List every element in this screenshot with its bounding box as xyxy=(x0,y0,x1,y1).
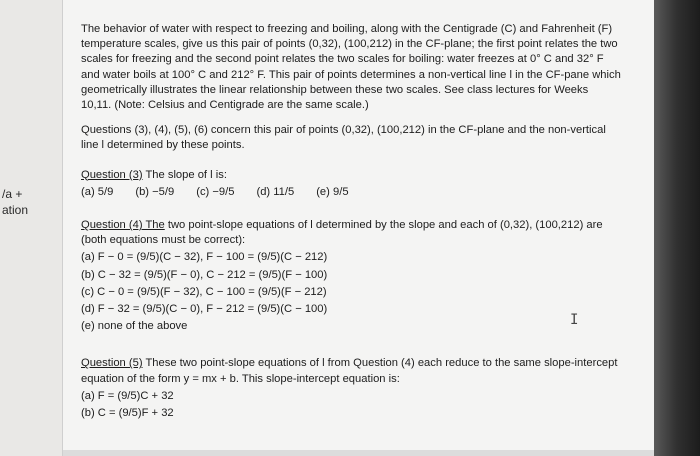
question-4-label: Question (4) The xyxy=(81,219,165,232)
left-fragment-2: ation xyxy=(2,203,29,217)
question-5-prompt xyxy=(81,356,621,386)
document-page xyxy=(63,0,654,456)
q5-option-a[interactable]: (a) F = (9/5)C + 32 xyxy=(81,389,174,402)
question-5-label: Question (5) xyxy=(81,357,143,370)
question-4-text: two point-slope equations of l determined by the slope and each of (0,32), (100,212) are (both equations must be correct): xyxy=(81,219,603,247)
left-fragment-1: /a + xyxy=(2,187,23,201)
q3-option-a[interactable]: (a) 5/9 xyxy=(81,185,114,198)
question-4 xyxy=(81,218,621,334)
intro-paragraph: The behavior of water with respect to freezing and boiling, along with the Centigrade (C) and Fahrenheit (F) temperature scales, give us this pair of points (0,32), (100,212) in the CF-plane; the first point relates the two scales for freezing and the second point relates the two scales for boiling: water freezes at 0° C and 32° F and water boils at 100° C and 212° F. This pair of points determines a non-vertical line l in the CF-pane which geometrically illustrates the linear relationship between these two scales. See class lectures for Weeks 10,11. (Note: Celsius and Centigrade are the same scale.) xyxy=(81,23,621,112)
question-3-options xyxy=(81,185,621,200)
question-3-label: Question (3) xyxy=(81,168,143,181)
right-dark-strip xyxy=(654,0,700,456)
q3-option-c[interactable]: (c) −9/5 xyxy=(196,185,235,198)
left-page-strip xyxy=(0,0,63,456)
q5-option-b[interactable]: (b) C = (9/5)F + 32 xyxy=(81,407,174,420)
text-cursor-icon: I xyxy=(570,312,579,328)
q4-option-a[interactable]: (a) F − 0 = (9/5)(C − 32), F − 100 = (9/5)(C − 212) xyxy=(81,251,328,264)
question-3 xyxy=(81,168,621,200)
q3-option-e[interactable]: (e) 9/5 xyxy=(316,185,349,198)
q4-option-c[interactable]: (c) C − 0 = (9/5)(F − 32), C − 100 = (9/5)(F − 212) xyxy=(81,285,327,298)
q3-option-b[interactable]: (b) −5/9 xyxy=(135,185,175,198)
q4-option-d[interactable]: (d) F − 32 = (9/5)(C − 0), F − 212 = (9/5)(C − 100) xyxy=(81,303,328,316)
q4-option-b[interactable]: (b) C − 32 = (9/5)(F − 0), C − 212 = (9/5)(F − 100) xyxy=(81,268,328,281)
question-4-prompt xyxy=(81,218,621,248)
context-paragraph: Questions (3), (4), (5), (6) concern this pair of points (0,32), (100,212) in the CF-plane and the non-vertical line l determined by these points. xyxy=(81,124,606,152)
question-3-prompt xyxy=(81,168,621,183)
q3-option-d[interactable]: (d) 11/5 xyxy=(256,185,295,198)
question-3-text: The slope of l is: xyxy=(142,168,227,181)
bottom-edge xyxy=(63,450,654,456)
question-5 xyxy=(81,356,621,421)
question-5-text: These two point-slope equations of l from Question (4) each reduce to the same slope-intercept equation of the form y = mx + b. This slope-intercept equation is: xyxy=(81,357,618,385)
q4-option-e[interactable]: (e) none of the above xyxy=(81,320,188,333)
document-content xyxy=(81,22,621,421)
